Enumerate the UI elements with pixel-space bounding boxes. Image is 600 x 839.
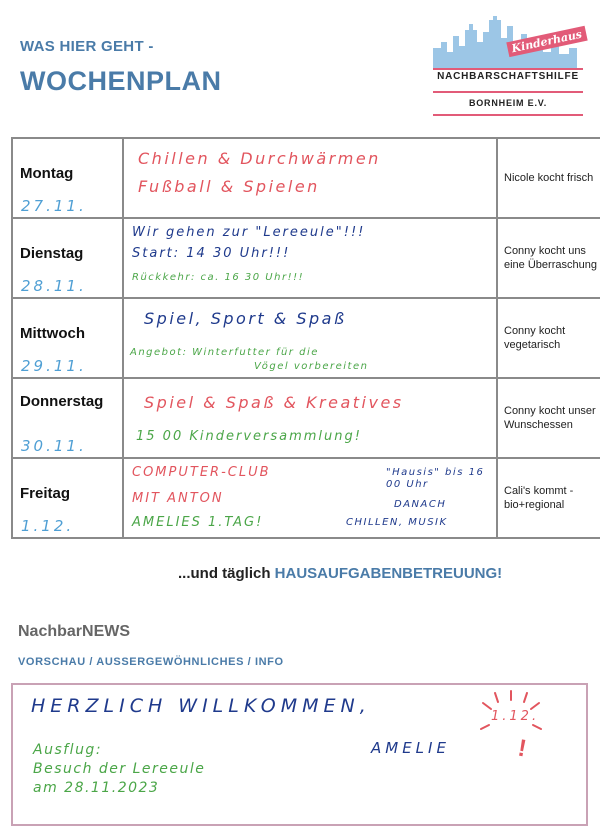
kinderhaus-logo [433,12,583,107]
page-title: WOCHENPLAN [20,66,222,96]
daily-highlight: HAUSAUFGABENBETREUUNG! [274,565,503,582]
welcome-name: AMELIE [371,739,450,757]
page-kicker: WAS HIER GEHT - [20,38,154,55]
news-subtitle: VORSCHAU / AUSSERGEWÖHNLICHES / INFO [18,656,284,668]
excursion-note [33,741,205,798]
news-box [11,683,588,826]
welcome-text: HERZLICH WILLKOMMEN, [31,695,371,717]
activity-note: Wir gehen zur "Lereeule"!!! [132,225,366,240]
activity-note: COMPUTER-CLUB [132,465,271,480]
activity-note: Fußball & Spielen [138,177,320,196]
logo-rule-middle [433,91,583,93]
excursion-line: Ausflug: [33,742,103,758]
day-date: 30.11. [21,437,87,455]
table-row [12,138,600,218]
table-row [12,378,600,458]
cook-cell: Conny kocht unser Wunschessen [497,378,600,458]
activity-cell [123,138,497,218]
day-cell [12,298,123,378]
day-date: 27.11. [21,197,87,215]
activity-note: MIT ANTON [132,491,224,506]
activity-note: Angebot: Winterfutter für die [130,347,319,358]
activity-note: AMELIES 1.TAG! [132,515,264,530]
activity-cell [123,378,497,458]
day-cell [12,378,123,458]
logo-line-2: BORNHEIM E.V. [468,98,548,108]
activity-note: DANACH [394,499,447,510]
activity-cell [123,298,497,378]
logo-rule-bottom [433,114,583,116]
activity-cell [123,458,497,538]
news-title: NachbarNEWS [18,623,131,640]
activity-cell [123,218,497,298]
day-name: Freitag [20,485,71,502]
day-cell [12,458,123,538]
exclamation-icon: ! [515,734,529,763]
cook-cell: Nicole kocht frisch [497,138,600,218]
table-row [12,298,600,378]
activity-note: Spiel, Sport & Spaß [144,309,347,328]
day-cell [12,138,123,218]
day-date: 28.11. [21,277,87,295]
day-cell [12,218,123,298]
activity-note: CHILLEN, MUSIK [346,517,448,528]
excursion-line: Besuch der Lereeule [33,761,206,777]
day-name: Mittwoch [20,325,85,342]
daily-homework-note [178,565,502,582]
activity-note: "Hausis" bis 16 00 Uhr [386,467,485,490]
activity-note: Start: 14 30 Uhr!!! [132,246,291,261]
logo-badge: Kinderhaus [506,26,587,57]
logo-rule-top [433,68,583,70]
day-name: Donnerstag [20,393,104,410]
cook-cell: Conny kocht vegetarisch [497,298,600,378]
table-row [12,218,600,298]
day-date: 29.11. [21,357,87,375]
welcome-date: 1.12. [491,709,540,724]
table-row [12,458,600,538]
activity-note: Chillen & Durchwärmen [138,149,381,168]
cook-cell: Cali's kommt - bio+regional [497,458,600,538]
activity-note: Rückkehr: ca. 16 30 Uhr!!! [132,272,305,283]
day-date: 1.12. [21,517,75,535]
day-name: Montag [20,165,74,182]
logo-line-1: NACHBARSCHAFTSHILFE [437,71,579,82]
weekly-plan-table [11,137,600,539]
day-name: Dienstag [20,245,84,262]
excursion-line: am 28.11.2023 [33,780,160,796]
activity-note: 15 00 Kinderversammlung! [136,429,362,444]
daily-prefix: ...und täglich [178,565,271,582]
activity-note: Spiel & Spaß & Kreatives [144,393,404,412]
cook-cell: Conny kocht uns eine Überraschung [497,218,600,298]
activity-note: Vögel vorbereiten [254,361,369,372]
